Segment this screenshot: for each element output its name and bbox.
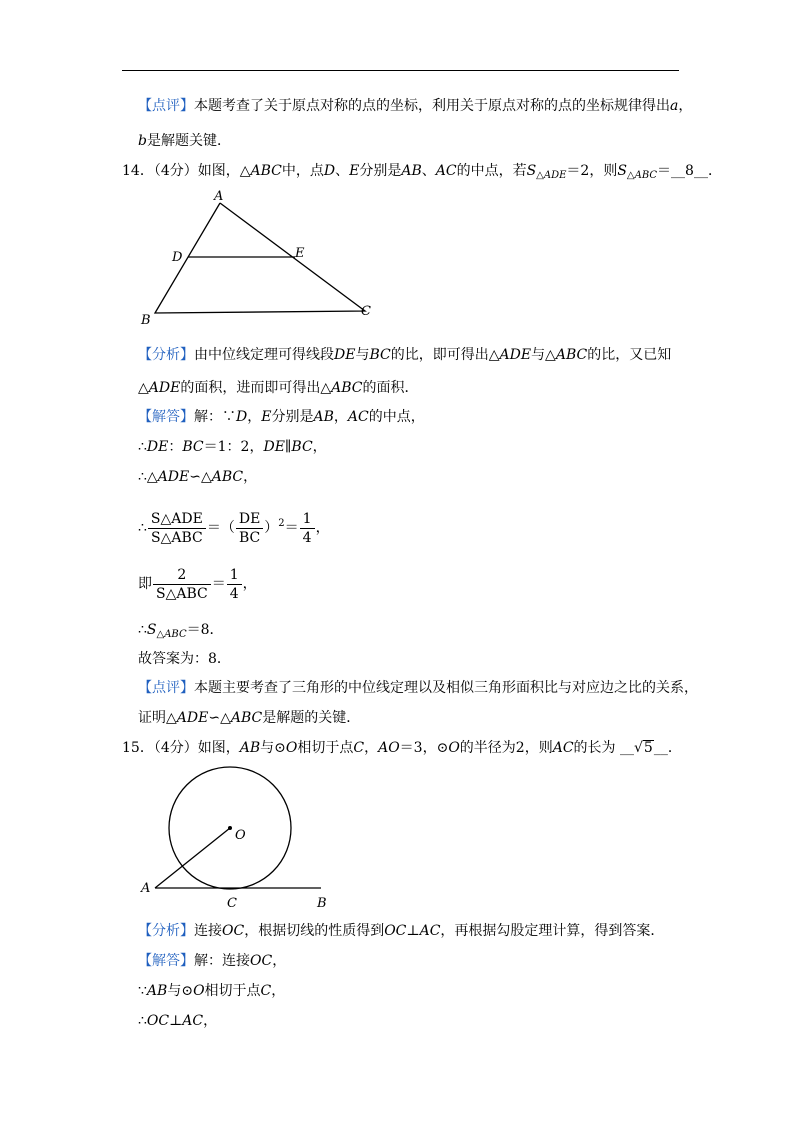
fraction-quarter (227, 566, 242, 603)
review-13-line-1 (138, 96, 692, 116)
d: D (236, 409, 248, 425)
d: D (323, 163, 336, 179)
text: ∵ (138, 983, 147, 999)
c: C (353, 740, 365, 756)
text: 与 (355, 347, 370, 363)
solution-tag: 【解答】 (138, 409, 194, 425)
ac: AC (419, 923, 441, 939)
ab: AB (239, 740, 261, 756)
question-15 (122, 738, 682, 758)
abc: ABC (555, 347, 588, 363)
text: 即 (138, 576, 152, 592)
text: 解：连接 (194, 953, 250, 969)
ade: ADE (148, 380, 181, 396)
denominator: S△ABC (148, 528, 206, 547)
solution-14-line-3 (138, 467, 257, 487)
period: ． (707, 163, 722, 179)
denominator: S△ABC (153, 584, 211, 603)
text: ： (168, 439, 183, 455)
ab: AB (401, 163, 422, 179)
ac: AC (435, 163, 457, 179)
sep: 、 (421, 163, 436, 179)
text: ∴ (138, 622, 147, 638)
s: S (146, 622, 157, 638)
solution-14-line-6 (138, 620, 224, 645)
period: ． (667, 740, 682, 756)
text: 由中位线定理可得线段 (194, 347, 334, 363)
text: ＝ (211, 576, 226, 592)
s: S (617, 163, 627, 179)
text: ， (203, 1013, 218, 1029)
var-a: a (670, 98, 679, 114)
subscript: △ABC (156, 629, 187, 640)
exponent: 2 (278, 518, 285, 529)
text: 的比，又已知 (587, 347, 672, 363)
review-text: 本题考查了关于原点对称的点的坐标，利用关于原点对称的点的坐标规律得出 (194, 98, 670, 114)
solution-14-line-2 (138, 437, 327, 457)
oc: OC (222, 923, 245, 939)
text: ， (333, 409, 348, 425)
review-tag: 【点评】 (138, 680, 194, 696)
c: C (260, 983, 272, 999)
q15-number: 15．（4分）如图， (122, 740, 240, 756)
numerator: 1 (229, 566, 239, 583)
text: 与⊙ (167, 983, 194, 999)
e: E (349, 163, 360, 179)
text: 连接 (194, 923, 222, 939)
text: 的面积，进而即可得出△ (180, 380, 332, 396)
ac: AC (347, 409, 369, 425)
label-b: B (317, 896, 327, 910)
text: ＝ (284, 520, 299, 536)
solution-15-line-3 (138, 1011, 217, 1031)
segment-ao (155, 828, 230, 888)
circle-figure (135, 765, 335, 910)
abc: ABC (211, 469, 244, 485)
comma: ， (678, 98, 693, 114)
formula-substitute (138, 564, 257, 604)
answer-blank: __ (620, 740, 634, 756)
text: ∽△ (208, 710, 231, 726)
bc: BC (182, 439, 204, 455)
numerator: 2 (177, 566, 187, 583)
text: ∽△ (189, 469, 212, 485)
numerator: DE (238, 510, 261, 527)
numerator: S△ADE (150, 510, 203, 527)
var-b: b (138, 133, 147, 149)
oc: OC (384, 923, 407, 939)
text: 分别是 (359, 163, 402, 179)
ao: AO (378, 740, 400, 756)
review-14-line-1 (138, 678, 698, 698)
answer-blank: __8__ (671, 163, 708, 179)
text: ，根据切线的性质得到 (244, 923, 385, 939)
therefore: ∴ (138, 520, 147, 536)
text: ＝8． (186, 622, 224, 638)
ade: ADE (499, 347, 532, 363)
e: E (261, 409, 272, 425)
triangle-figure (135, 185, 385, 330)
text: 与△ (531, 347, 556, 363)
sqrt-value: 5 (643, 740, 653, 756)
text: ∴ (138, 439, 147, 455)
denominator: BC (236, 528, 263, 547)
analysis-tag: 【分析】 (138, 923, 194, 939)
solution-tag: 【解答】 (138, 953, 194, 969)
label-b: B (141, 313, 151, 328)
text: 的中点， (368, 409, 425, 425)
text: 的面积． (362, 380, 419, 396)
text: ，再根据勾股定理计算，得到答案． (440, 923, 665, 939)
text: ， (271, 983, 286, 999)
oc: OC (146, 1013, 170, 1029)
perp: ⊥ (406, 923, 420, 939)
denominator: 4 (300, 528, 315, 547)
numerator: 1 (302, 510, 312, 527)
text: 的中点，若 (456, 163, 527, 179)
o: O (193, 983, 205, 999)
bc: BC (291, 439, 313, 455)
analysis-tag: 【分析】 (138, 347, 194, 363)
header-rule (122, 70, 679, 71)
text: ， (272, 953, 287, 969)
ade: ADE (176, 710, 209, 726)
text: 分别是 (271, 409, 314, 425)
center-point (228, 826, 232, 830)
text: 解：∵ (194, 409, 236, 425)
s: S (526, 163, 537, 179)
label-c: C (361, 304, 371, 319)
parallel: ∥ (284, 439, 292, 455)
review-13-line-2 (138, 131, 231, 151)
text: ∴ (138, 1013, 147, 1029)
text: ， (242, 576, 257, 592)
text: ＝3，⊙ (399, 740, 449, 756)
label-a: A (141, 881, 151, 896)
review-text-2: 是解题关键． (146, 133, 231, 149)
o: O (285, 740, 298, 756)
text: ， (247, 409, 262, 425)
text: △ (138, 380, 149, 396)
analysis-14-line-1 (138, 345, 671, 365)
solution-14-line-1 (138, 407, 425, 427)
formula-area-ratio (138, 504, 330, 548)
text: 的半径为2，则 (459, 740, 553, 756)
abc: ABC (230, 710, 263, 726)
de: DE (263, 439, 285, 455)
subscript: △ADE (536, 170, 567, 181)
solution-15-line-1 (138, 951, 286, 971)
ab: AB (146, 983, 168, 999)
label-e: E (295, 246, 305, 261)
fraction-quarter (300, 510, 315, 547)
question-14 (122, 161, 722, 186)
review-14-line-2 (138, 708, 360, 728)
text: ， (315, 520, 330, 536)
sep: 、 (335, 163, 350, 179)
equals: ＝ (657, 163, 672, 179)
oc: OC (250, 953, 273, 969)
text: 是解题的关键． (262, 710, 361, 726)
text: ） (264, 520, 279, 536)
bc: BC (369, 347, 391, 363)
text: ＝1：2， (203, 439, 264, 455)
text: ＝（ (206, 520, 235, 536)
text: 本题主要考查了三角形的中位线定理以及相似三角形面积比与对应边之比的关系， (194, 680, 698, 696)
abc: ABC (331, 380, 363, 396)
abc: ABC (250, 163, 282, 179)
analysis-14-line-2 (138, 378, 419, 398)
text: 故答案为：8． (138, 651, 231, 667)
text: 相切于点 (297, 740, 354, 756)
subscript: △ABC (626, 170, 658, 181)
text: ， (364, 740, 379, 756)
q14-number: 14．（4分）如图，△ (122, 163, 251, 179)
text: 证明△ (138, 710, 177, 726)
ac: AC (552, 740, 574, 756)
fraction-area (148, 510, 206, 547)
label-a: A (214, 189, 224, 204)
solution-14-line-7 (138, 649, 231, 669)
text: 与⊙ (260, 740, 286, 756)
fraction-sides (236, 510, 263, 547)
fraction-2-over-s (153, 566, 211, 603)
text: ， (312, 439, 327, 455)
denominator: 4 (227, 584, 242, 603)
text: 相切于点 (204, 983, 261, 999)
o: O (448, 740, 460, 756)
triangle-abc (155, 203, 365, 313)
text: 的长为 (573, 740, 616, 756)
review-tag: 【点评】 (138, 98, 194, 114)
text: 中，点 (281, 163, 324, 179)
perp: ⊥ (169, 1013, 183, 1029)
ade: ADE (157, 469, 190, 485)
text: ∴△ (138, 469, 158, 485)
answer-blank: __ (653, 740, 668, 756)
ac: AC (182, 1013, 204, 1029)
label-o: O (235, 828, 246, 843)
label-d: D (172, 250, 183, 265)
text: ， (243, 469, 258, 485)
text: ＝2，则 (566, 163, 618, 179)
sqrt-sign: √ (634, 740, 643, 756)
text: 的比，即可得出△ (390, 347, 500, 363)
ab: AB (313, 409, 334, 425)
de: DE (146, 439, 169, 455)
analysis-15 (138, 921, 664, 941)
solution-15-line-2 (138, 981, 285, 1001)
label-c: C (227, 896, 237, 910)
de: DE (334, 347, 356, 363)
